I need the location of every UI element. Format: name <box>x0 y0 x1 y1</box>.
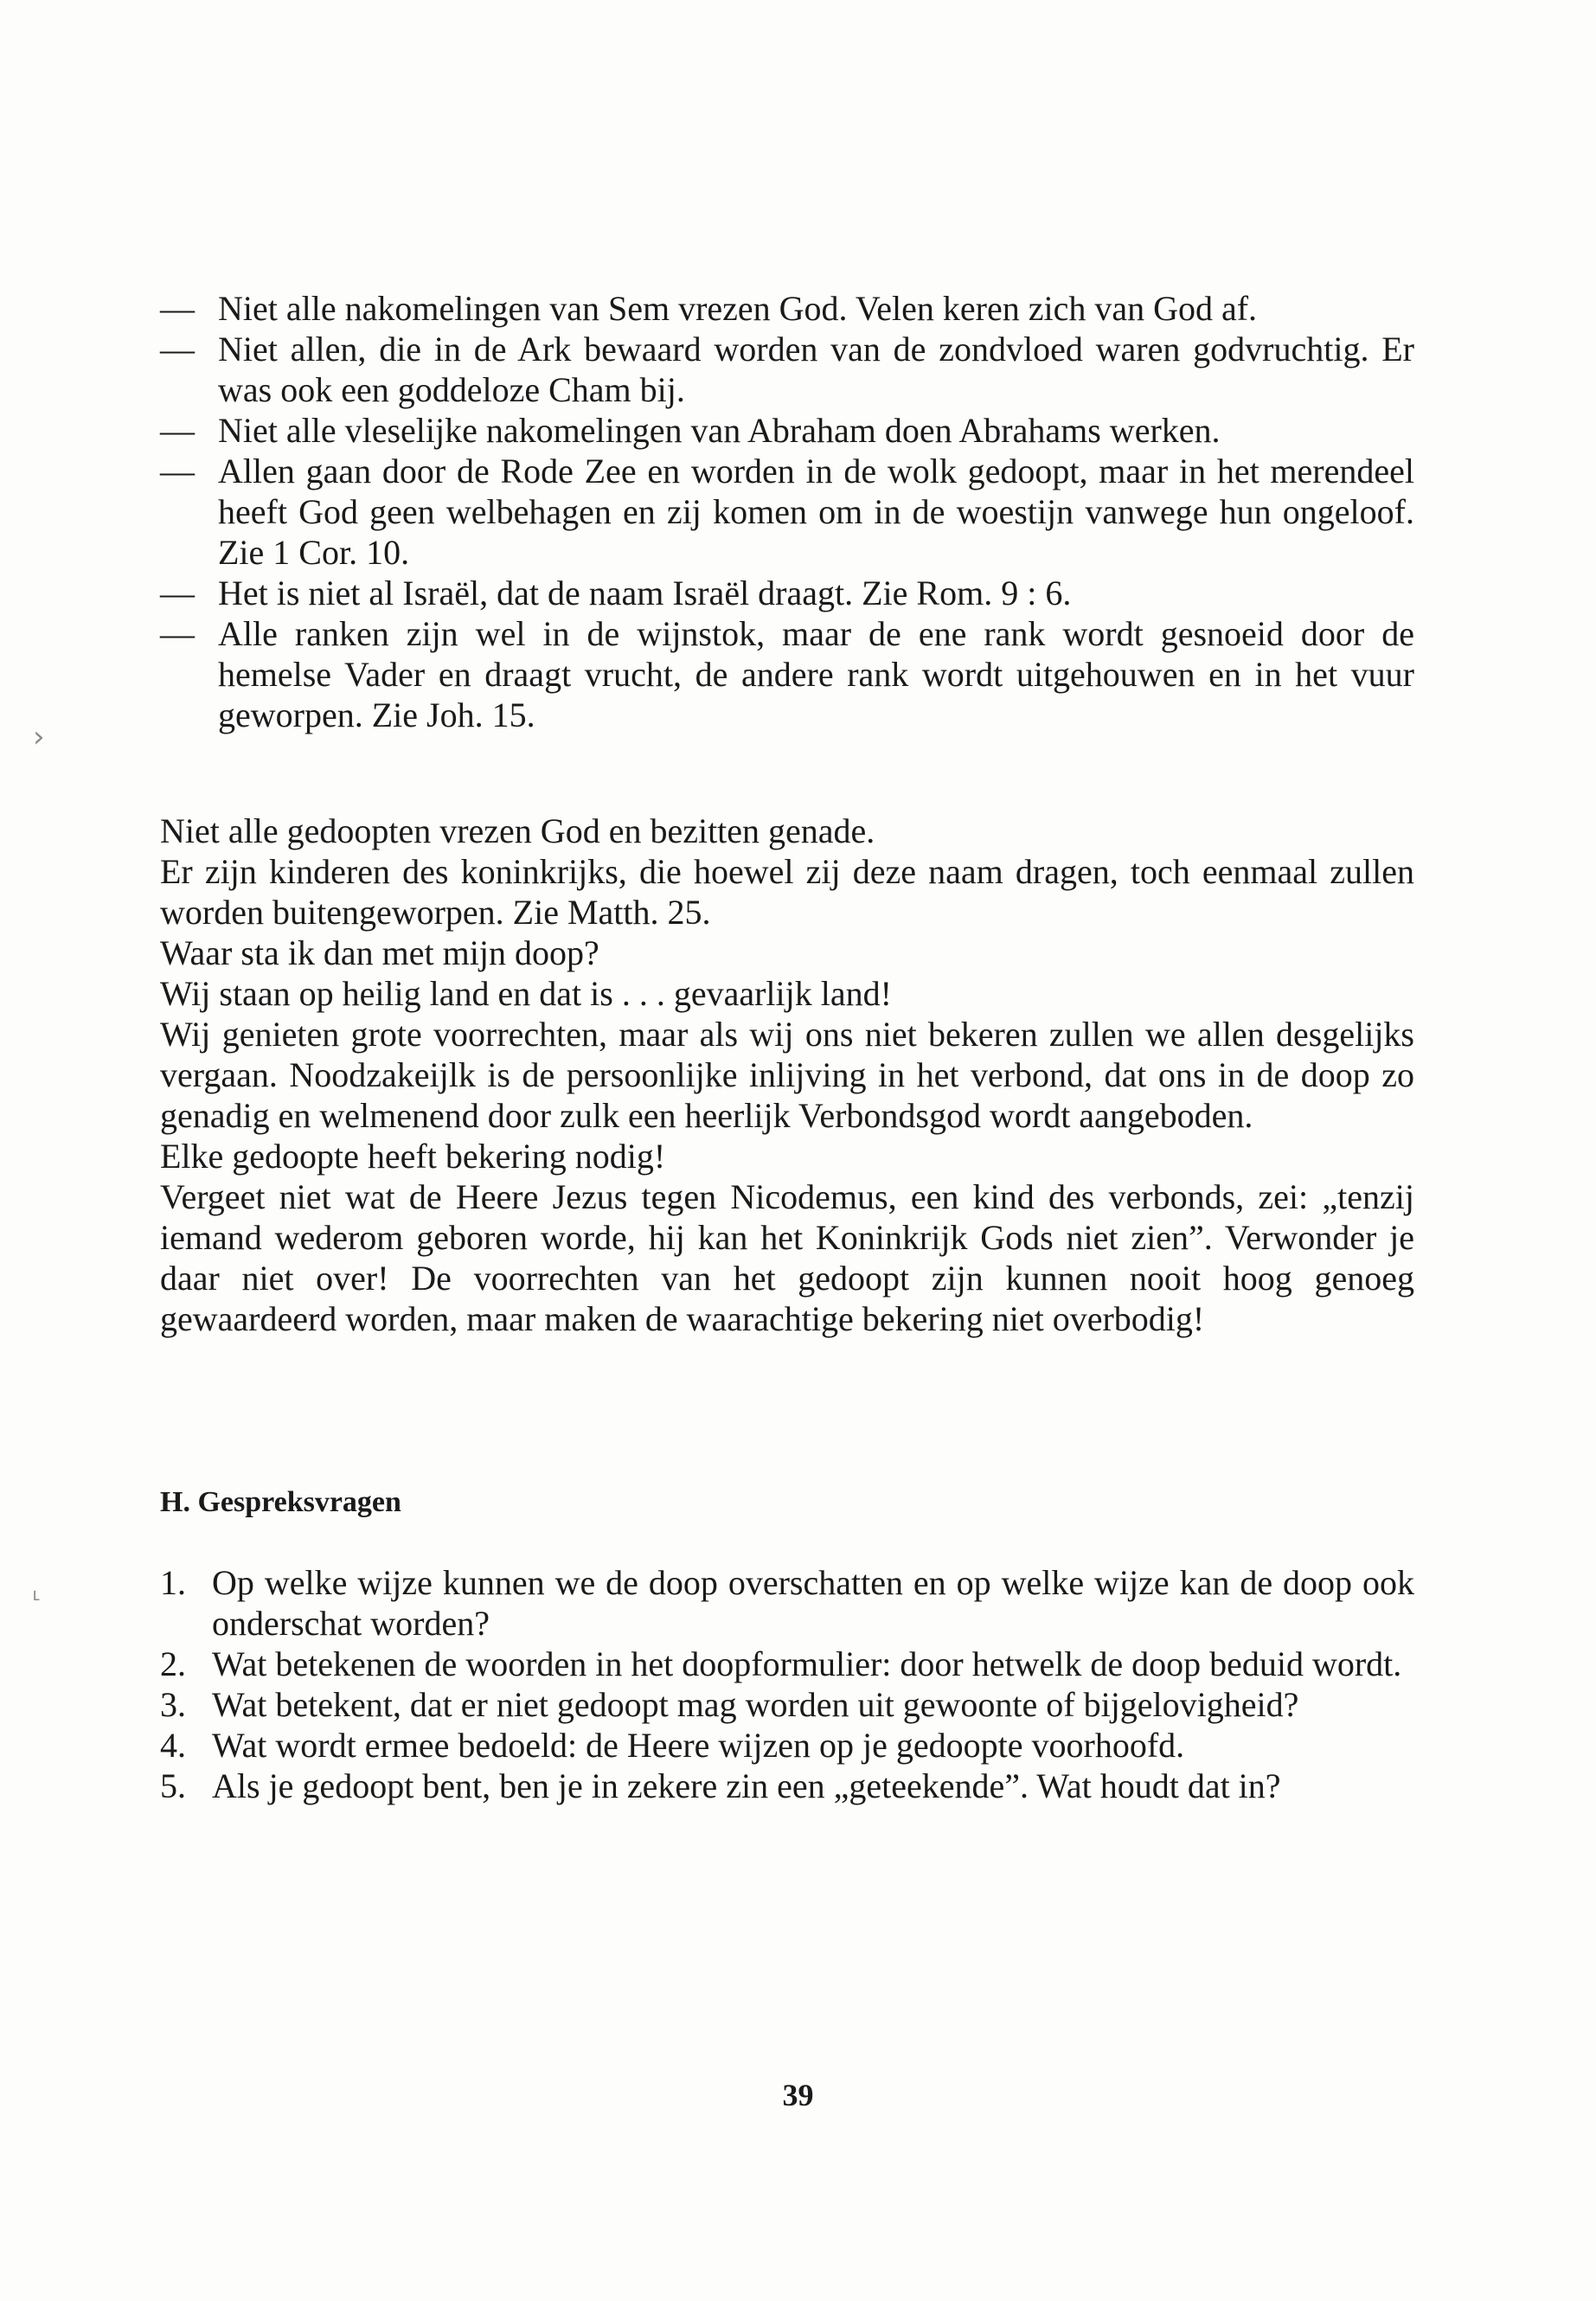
question-number: 3. <box>160 1685 186 1724</box>
list-item <box>160 613 1414 735</box>
dash-marker: — <box>160 614 195 653</box>
list-item <box>160 329 1414 410</box>
dash-marker: — <box>160 289 195 328</box>
list-item <box>160 573 1414 613</box>
question-number: 2. <box>160 1644 186 1683</box>
question-text: Wat wordt ermee bedoeld: de Heere wijzen op je gedoopte voorhoofd. <box>212 1726 1185 1765</box>
question-list <box>160 1562 1414 1806</box>
paragraph: Wij staan op heilig land en dat is . . . gevaarlijk land! <box>160 974 892 1013</box>
dash-marker: — <box>160 574 195 612</box>
paragraph: Niet alle gedoopten vrezen God en bezitten genade. <box>160 811 875 850</box>
list-item <box>160 410 1414 451</box>
list-item-text: Niet allen, die in de Ark bewaard worden van de zondvloed waren godvruchtig. Er was ook een goddeloze Cham bij. <box>218 330 1414 409</box>
question-text: Wat betekenen de woorden in het doopformulier: door hetwelk de doop beduid wordt. <box>212 1644 1402 1683</box>
question-item <box>160 1766 1414 1806</box>
list-item-text: Niet alle nakomelingen van Sem vrezen God. Velen keren zich van God af. <box>218 289 1258 328</box>
question-item <box>160 1644 1414 1684</box>
question-item <box>160 1684 1414 1725</box>
question-number: 5. <box>160 1766 186 1805</box>
paragraph: Elke gedoopte heeft bekering nodig! <box>160 1137 666 1176</box>
question-text: Op welke wijze kunnen we de doop overschatten en op welke wijze kan de doop ook onderschat worden? <box>212 1563 1414 1643</box>
dash-list <box>160 288 1414 735</box>
page-number: 39 <box>782 2078 814 2112</box>
question-item <box>160 1562 1414 1644</box>
body-text <box>160 811 1414 1339</box>
margin-mark-icon: › <box>33 720 45 754</box>
question-text: Wat betekent, dat er niet gedoopt mag worden uit gewoonte of bijgelovigheid? <box>212 1685 1299 1724</box>
list-item-text: Het is niet al Israël, dat de naam Israël draagt. Zie Rom. 9 : 6. <box>218 574 1072 612</box>
question-item <box>160 1725 1414 1766</box>
list-item-text: Alle ranken zijn wel in de wijnstok, maar de ene rank wordt gesnoeid door de hemelse Vader en draagt vrucht, de andere rank wordt uitgehouwen en in het vuur geworpen. Zie Joh. 15. <box>218 614 1414 734</box>
question-number: 1. <box>160 1563 186 1602</box>
list-item-text: Allen gaan door de Rode Zee en worden in de wolk gedoopt, maar in het merendeel heeft God geen welbehagen en zij komen om in de woestijn vanwege hun ongeloof. Zie 1 Cor. 10. <box>218 452 1414 572</box>
section-heading: H. Gespreksvragen <box>160 1486 401 1518</box>
margin-mark-icon: ˪ <box>33 1580 41 1606</box>
paragraph: Wij genieten grote voorrechten, maar als wij ons niet bekeren zullen we allen desgelijks vergaan. Noodzakeijlk is de persoonlijke inlijving in het verbond, dat ons in de doop zo genadig en welmenend door zulk een heerlijk Verbondsgod wordt aangeboden. <box>160 1015 1414 1135</box>
question-number: 4. <box>160 1726 186 1765</box>
paragraph: Er zijn kinderen des koninkrijks, die hoewel zij deze naam dragen, toch eenmaal zullen worden buitengeworpen. Zie Matth. 25. <box>160 852 1414 932</box>
dash-marker: — <box>160 452 195 490</box>
question-text: Als je gedoopt bent, ben je in zekere zin een „geteekende”. Wat houdt dat in? <box>212 1766 1281 1805</box>
paragraph: Vergeet niet wat de Heere Jezus tegen Nicodemus, een kind des verbonds, zei: „tenzij iemand wederom geboren worde, hij kan het Koninkrijk Gods niet zien”. Verwonder je daar niet over! De voorrechten van het gedoopt zijn kunnen nooit hoog genoeg gewaardeerd worden, maar maken de waarachtige bekering niet overbodig! <box>160 1177 1414 1338</box>
list-item <box>160 451 1414 573</box>
paragraph: Waar sta ik dan met mijn doop? <box>160 933 599 972</box>
list-item <box>160 288 1414 329</box>
list-item-text: Niet alle vleselijke nakomelingen van Abraham doen Abrahams werken. <box>218 411 1221 450</box>
dash-marker: — <box>160 411 195 450</box>
dash-marker: — <box>160 330 195 369</box>
